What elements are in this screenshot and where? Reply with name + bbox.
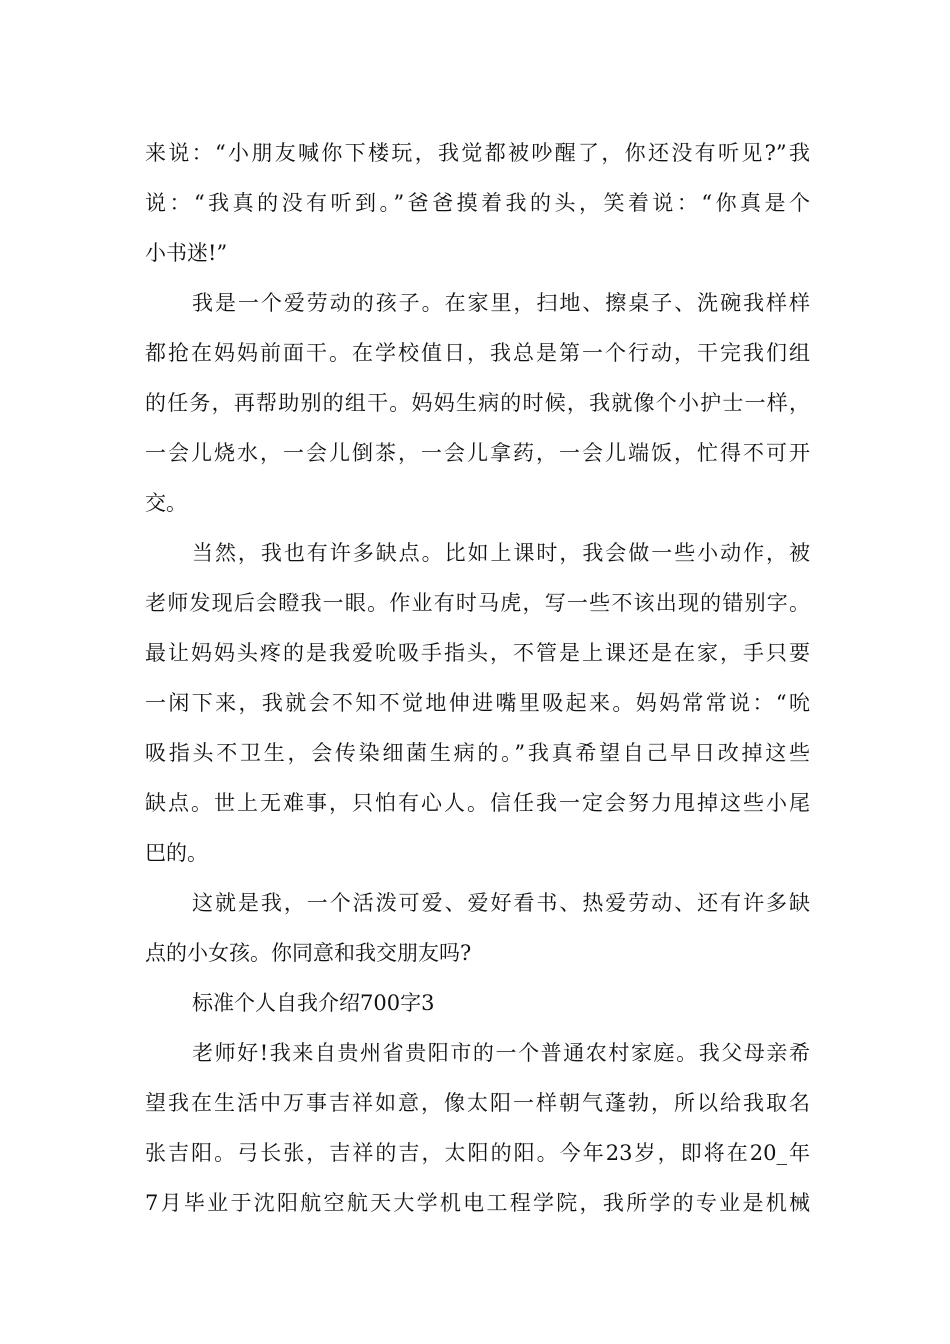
text-line: 说：“我真的没有听到。”爸爸摸着我的头，笑着说：“你真是个: [145, 191, 810, 215]
text-line: 张吉阳。弓长张，吉祥的吉，太阳的阳。今年23岁，即将在20_年: [145, 1141, 810, 1165]
text-line: 小书迷!”: [145, 241, 228, 265]
text-line: 巴的。: [145, 841, 208, 865]
text-line: 7月毕业于沈阳航空航天大学机电工程学院，我所学的专业是机械: [145, 1191, 810, 1215]
paragraph-first-line: 我是一个爱劳动的孩子。在家里，扫地、擦桌子、洗碗我样样: [192, 291, 810, 315]
paragraph-first-line: 老师好!我来自贵州省贵阳市的一个普通农村家庭。我父母亲希: [192, 1041, 810, 1065]
text-line: 一会儿烧水，一会儿倒茶，一会儿拿药，一会儿端饭，忙得不可开: [145, 441, 810, 465]
text-line: 最让妈妈头疼的是我爱吮吸手指头，不管是上课还是在家，手只要: [145, 641, 810, 665]
paragraph-first-line: 当然，我也有许多缺点。比如上课时，我会做一些小动作，被: [192, 541, 810, 565]
text-line: 缺点。世上无难事，只怕有心人。信任我一定会努力甩掉这些小尾: [145, 791, 810, 815]
text-line: 吸指头不卫生，会传染细菌生病的。”我真希望自己早日改掉这些: [145, 741, 810, 765]
text-line: 点的小女孩。你同意和我交朋友吗?: [145, 941, 472, 965]
text-line: 都抢在妈妈前面干。在学校值日，我总是第一个行动，干完我们组: [145, 341, 810, 365]
text-line: 一闲下来，我就会不知不觉地伸进嘴里吸起来。妈妈常常说：“吮: [145, 691, 810, 715]
text-line: 的任务，再帮助别的组干。妈妈生病的时候，我就像个小护士一样，: [145, 391, 810, 415]
text-line: 交。: [145, 491, 187, 515]
section-heading: 标准个人自我介绍700字3: [192, 991, 435, 1015]
text-line: 来说：“小朋友喊你下楼玩，我觉都被吵醒了，你还没有听见?”我: [145, 141, 810, 165]
text-line: 老师发现后会瞪我一眼。作业有时马虎，写一些不该出现的错别字。: [145, 591, 810, 615]
text-line: 望我在生活中万事吉祥如意，像太阳一样朝气蓬勃，所以给我取名: [145, 1091, 810, 1115]
paragraph-first-line: 这就是我，一个活泼可爱、爱好看书、热爱劳动、还有许多缺: [192, 891, 810, 915]
document-page: [145, 128, 810, 1228]
